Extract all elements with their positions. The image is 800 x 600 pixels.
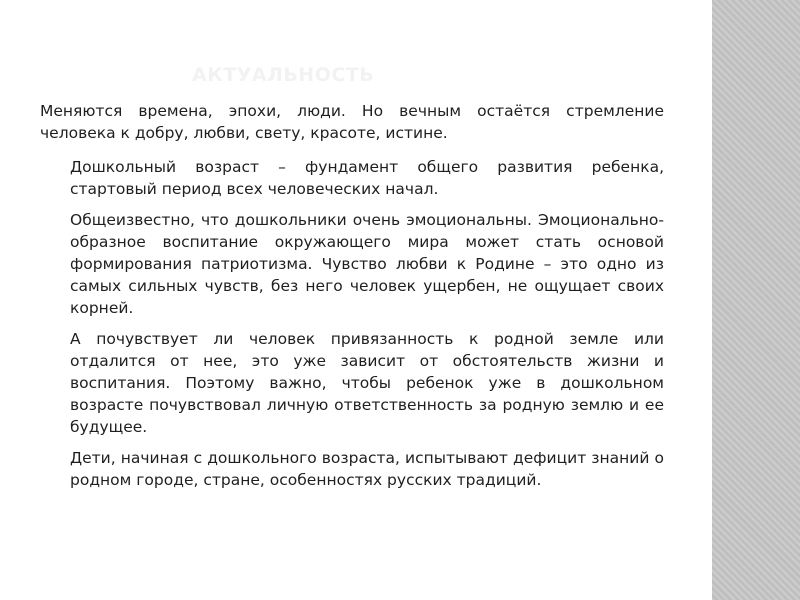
body-paragraph-text: Общеизвестно, что дошкольники очень эмоциональны. Эмоционально-образное воспитание окружающего мира может стать основой формирования патриотизма. Чувство любви к Родине – это одно из самых сильных чувств, без него человек ущербен, не ощущает своих корней. (70, 211, 664, 317)
decorative-side-panel (712, 0, 800, 600)
body-paragraph-2 (40, 209, 664, 319)
bullet-icon (46, 209, 54, 231)
slide-title: АКТУАЛЬНОСТЬ (192, 64, 375, 86)
body-paragraph-1 (40, 156, 664, 200)
body-paragraph-3 (40, 328, 664, 438)
body-paragraph-text: Дети, начиная с дошкольного возраста, испытывают дефицит знаний о родном городе, стране, особенностях русских традиций. (70, 449, 664, 489)
intro-paragraph: Меняются времена, эпохи, люди. Но вечным остаётся стремление человека к добру, любви, свету, красоте, истине. (40, 102, 664, 142)
bullet-icon (46, 328, 54, 350)
bullet-icon (46, 156, 54, 178)
slide-body (40, 100, 664, 500)
body-paragraph-text: А почувствует ли человек привязанность к родной земле или отдалится от нее, это уже зависит от обстоятельств жизни и воспитания. Поэтому важно, чтобы ребенок уже в дошкольном возрасте почувствовал личную ответственность за родную землю и ее будущее. (70, 330, 664, 436)
body-paragraph-text: Дошкольный возраст – фундамент общего развития ребенка, стартовый период всех человеческих начал. (70, 158, 664, 198)
bullet-icon (46, 447, 54, 469)
body-paragraph-4 (40, 447, 664, 491)
